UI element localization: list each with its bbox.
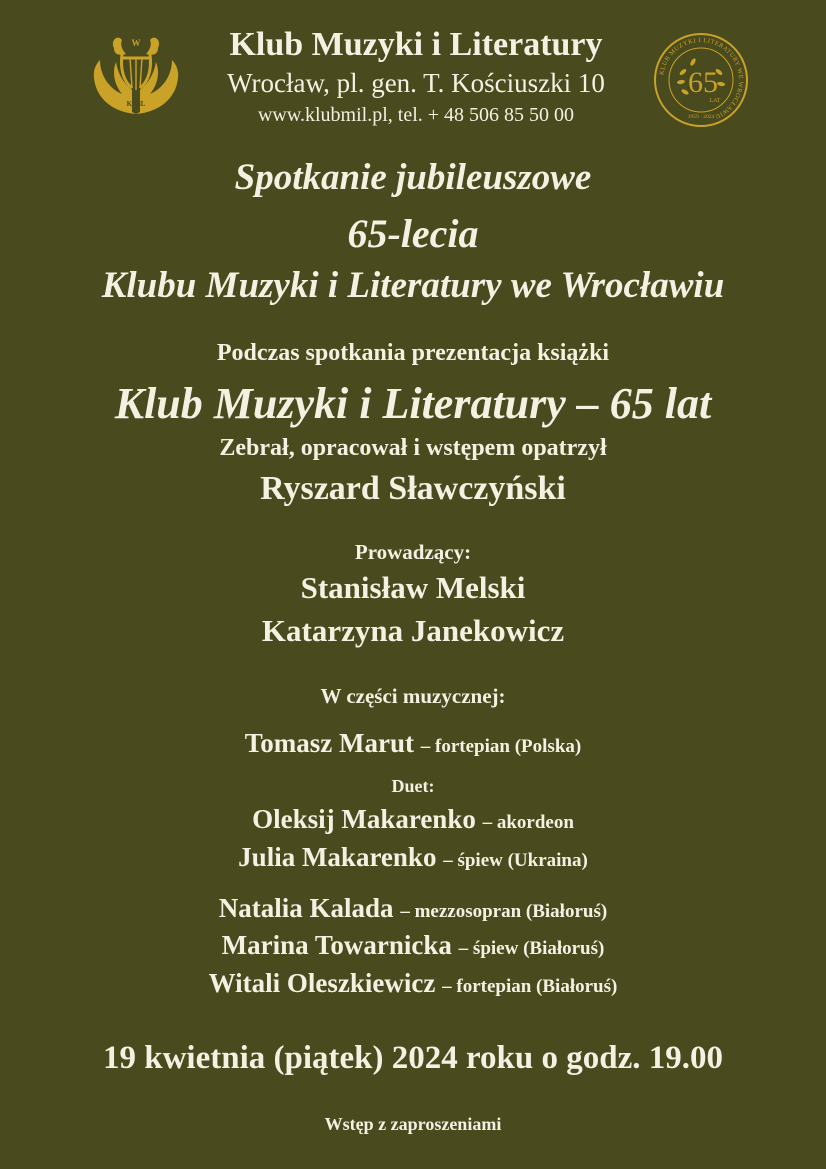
anniversary-seal [653, 32, 749, 128]
svg-text:W: W [131, 38, 141, 48]
performer-line [0, 930, 826, 961]
host-name: Stanisław Melski [300, 570, 526, 605]
title-line-2: 65-lecia [347, 211, 479, 256]
performer-role: – śpiew (Ukraina) [443, 850, 588, 871]
performer-name: Marina Towarnicka [221, 930, 452, 960]
performer-role: – śpiew (Białoruś) [458, 938, 605, 959]
performer-name: Tomasz Marut [244, 728, 415, 758]
performer-line [0, 893, 826, 924]
svg-text:LAT: LAT [709, 98, 721, 104]
svg-text:KMiL: KMiL [126, 100, 146, 108]
duet-label: Duet: [391, 776, 435, 796]
performer-name: Witali Oleszkiewicz [208, 968, 436, 998]
performer-line [0, 804, 826, 835]
performer-name: Oleksij Makarenko [252, 804, 476, 834]
performer-role: – mezzosopran (Białoruś) [400, 901, 608, 922]
performer-role: – fortepian (Białoruś) [442, 976, 618, 997]
editor-line: Zebrał, opracował i wstępem opatrzył [219, 435, 607, 461]
presentation-intro: Podczas spotkania prezentacja książki [216, 340, 610, 366]
performer-name: Natalia Kalada [218, 893, 394, 923]
hosts-label: Prowadzący: [354, 540, 472, 564]
title-line-3: Klubu Muzyki i Literatury we Wrocławiu [101, 265, 725, 306]
title-line-1: Spotkanie jubileuszowe [234, 157, 592, 198]
book-title: Klub Muzyki i Literatury – 65 lat [114, 379, 712, 428]
svg-text:1959 · 2024: 1959 · 2024 [687, 114, 715, 120]
entry-note: Wstęp z zaproszeniami [324, 1114, 502, 1134]
svg-text:65: 65 [688, 66, 718, 99]
club-name: Klub Muzyki i Literatury [229, 26, 603, 63]
club-address: Wrocław, pl. gen. T. Kościuszki 10 [227, 68, 605, 98]
editor-name: Ryszard Sławczyński [260, 470, 566, 507]
performer-line [0, 842, 826, 873]
performer-role: – fortepian (Polska) [420, 736, 582, 757]
svg-text:KLUB MUZYKI I LITERATURY WE WR: KLUB MUZYKI I LITERATURY WE WROCŁAWIU [658, 36, 745, 121]
performer-name: Julia Makarenko [238, 842, 437, 872]
club-contact: www.klubmil.pl, tel. + 48 506 85 50 00 [257, 104, 575, 126]
event-date: 19 kwietnia (piątek) 2024 roku o godz. 19.00 [102, 1040, 723, 1076]
laurel-seal-icon [653, 32, 749, 128]
club-lyre-logo [92, 34, 180, 116]
lyre-icon [92, 34, 180, 116]
performer-line [0, 728, 826, 759]
music-section-label: W części muzycznej: [320, 684, 506, 708]
host-name: Katarzyna Janekowicz [261, 613, 565, 648]
performer-role: – akordeon [482, 812, 574, 833]
performer-line [0, 968, 826, 999]
